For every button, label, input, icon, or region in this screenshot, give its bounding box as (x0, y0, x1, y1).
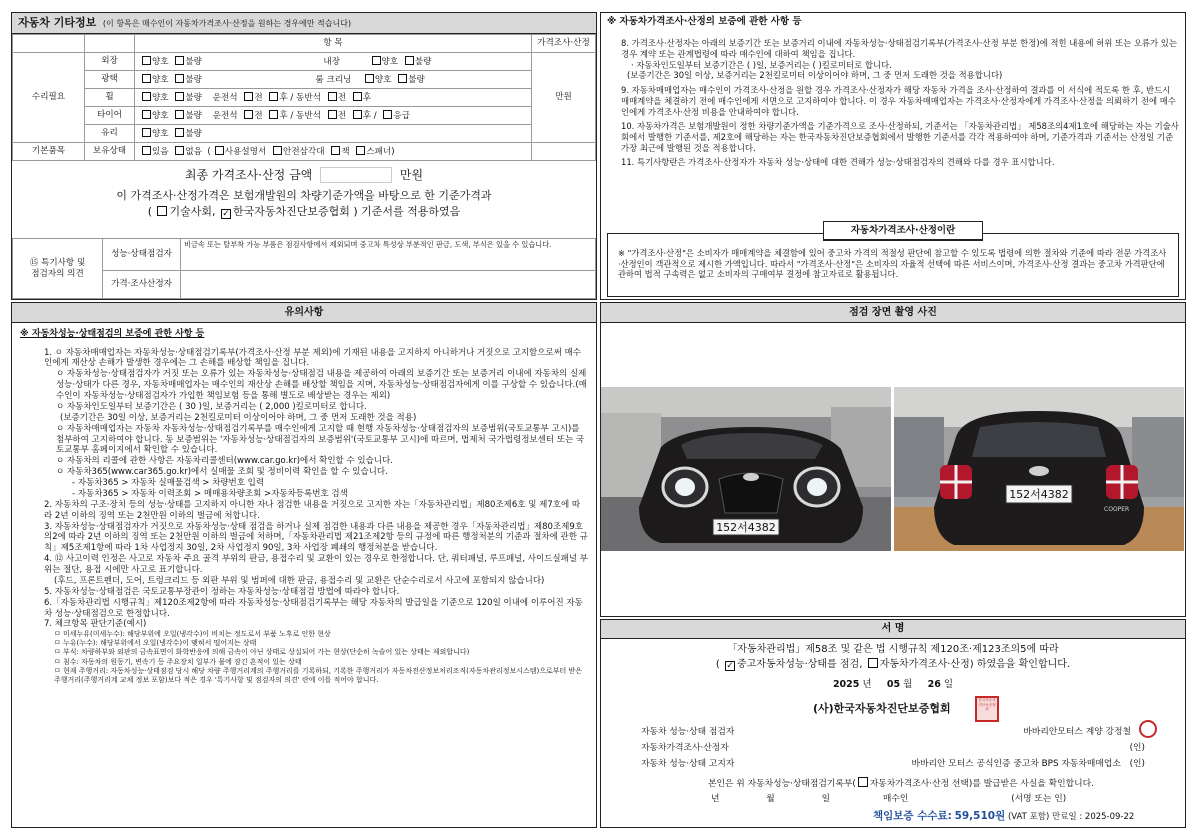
sig-row-appraiser-value: (인) (1129, 743, 1145, 754)
final-price-line (12, 167, 596, 183)
sig-row-notifier-value: 바바리안 모터스 공식인증 중고차 BPS 자동차매매업소 (911, 759, 1121, 770)
final-price-label: 최종 가격조사·산정 금액 (184, 168, 313, 182)
guarantee-item-8: 8. 가격조사·산정자는 아래의 보증기간 또는 보증거리 이내에 자동차성능·상태점검기록부(가격조사·산정 부분 한정)에 적힌 내용에 허위 또는 오류가 있는 경우 계약 또는 관계법령에 따라 매수인에 대하여 책임을 집니다. (621, 38, 1177, 59)
special-notes-table (12, 238, 596, 299)
guarantee-item-8a: · 자동차인도일부터 보증기간은 ( )일, 보증거리는 ( )킬로미터로 합니다. (631, 59, 892, 70)
checkbox[interactable] (142, 74, 151, 83)
checkbox[interactable] (353, 110, 362, 119)
front-car-photo (601, 387, 891, 551)
notice-p4: 4. ⑫ 사고이력 인정은 사고로 자동차 주요 골격 부위의 판금, 용접수리 및 교환이 있는 경우로 한정합니다. 단, 쿼터패널, 루프패널, 사이드실패널 부위는 절단, 용접 시에만 사고로 표기합니다. (44, 554, 588, 576)
perf-inspector-note: 비금속 또는 탈부착 가능 부품은 점검사항에서 제외되며 중고차 특성상 부분적인 판금, 도색, 부식은 있을 수 있습니다. (181, 239, 596, 271)
notice-p1i: - 자동차365 > 자동차 이력조회 > 매매용차량조회 >자동차등록번호 검색 (72, 488, 348, 499)
final-price-note: 이 가격조사·산정가격은 보험개발원의 차량기준가액을 바탕으로 한 기준가격과 (116, 189, 492, 203)
checkbox[interactable] (175, 92, 184, 101)
checkbox[interactable] (175, 56, 184, 65)
receipt-confirmation: 본인은 위 자동차성능·상태점검기록부( 자동차가격조사·산정 선택)를 발급받은 사실을 확인합니다. (708, 779, 1094, 789)
checkbox[interactable] (365, 74, 374, 83)
checkbox[interactable] (331, 146, 340, 155)
interior-label: 내장 (323, 56, 341, 67)
checkbox[interactable] (175, 146, 184, 155)
sig-row-inspector-label: 자동차 성능·상태 점검자 (641, 727, 735, 738)
notice-panel (11, 302, 597, 828)
front-plate-text: 152서4382 (716, 521, 776, 534)
expiry-date: 만료일 : 2025-09-22 (1052, 812, 1135, 822)
checkbox[interactable] (269, 92, 278, 101)
checkbox[interactable] (175, 128, 184, 137)
rear-plate-text: 152서4382 (1009, 488, 1069, 501)
exterior-row: 양호 불량 내장 양호 불량 (135, 53, 532, 71)
sig-row-notifier-label: 자동차 성능·상태 고지자 (641, 759, 735, 770)
guarantee-item-8b: (보증기간은 30일 이상, 보증거리는 2천킬로미터 이상이어야 하며, 그 중 먼저 도래한 것을 적용합니다) (627, 70, 1003, 81)
price-guarantee-panel (600, 12, 1186, 300)
final-price-unit: 만원 (399, 168, 424, 182)
checkbox[interactable] (868, 658, 878, 668)
basic-items-label: 기본품목 (13, 143, 85, 161)
vehicle-etc-title: 자동차 기타정보 (18, 16, 97, 29)
photo-header: 점검 장면 촬영 사진 (601, 303, 1185, 323)
inspector-signature-mark (1139, 720, 1157, 738)
wheel-row: 양호 불량 운전석 전 후 / 동반석 전 후 (135, 89, 532, 107)
notice-p1c: ㅇ 자동차인도일부터 보증기간은 ( 30 )일, 보증거리는 ( 2,000 )킬로미터로 합니다. (56, 401, 367, 412)
sig-row-inspector (633, 725, 1153, 741)
rear-car-photo (894, 387, 1184, 551)
checkbox-checked[interactable]: ✓ (726, 660, 734, 671)
notice-p4b: (후드, 프론트펜더, 도어, 트렁크리드 등 외판 부위 및 범퍼에 대한 판금, 용접수리 및 교환은 단순수리로서 사고에 포함되지 않습니다) (54, 575, 545, 586)
notice-p2: 2. 자동차의 구조·장치 등의 성능·상태를 고지하지 아니한 자나 점검한 내용을 거짓으로 고지한 자는「자동차관리법」제80조제6호 및 제7호에 따라 2년 이하의 징역 또는 2천만원 이하의 벌금에 처합니다. (44, 499, 581, 521)
fee-value: 59,510원 (954, 810, 1006, 822)
rear-badge-text: COOPER (1104, 506, 1130, 513)
notice-p1h: - 자동차365 > 자동차 실매물검색 > 차량번호 입력 (72, 478, 265, 489)
org-seal-stamp: 한국자동차진단보증협회 (975, 696, 999, 722)
gloss-label: 광택 (85, 71, 135, 89)
sig-row-notifier: 자동차 성능·상태 고지자 바바리안 모터스 공식인증 중고차 BPS 자동차매매업소 (인) (641, 759, 1145, 770)
checkbox[interactable] (353, 92, 362, 101)
signature-panel (600, 619, 1186, 828)
glass-label: 유리 (85, 125, 135, 143)
wheel-label: 휠 (85, 89, 135, 107)
notice-s2: ㅁ 누유(누수): 해당부위에서 오일(냉각수)이 맺혀서 떨어지는 상태 (54, 639, 257, 648)
final-price-block (12, 161, 596, 220)
fee-row: 책임보증 수수료: 59,510원 (VAT 포함) 만료일 : 2025-09-22 (873, 810, 1135, 822)
vehicle-etc-subtitle: (이 항목은 매수인이 자동차가격조사·산정을 원하는 경우에만 적습니다) (102, 19, 352, 28)
notice-p1b: ㅇ 자동차성능·상태점검자가 거짓 또는 오류가 있는 자동차성능·상태점검 내용을 제공하여 아래의 보증기간 또는 보증거리 이내에 자동차의 실제 성능·상태가 다른 경우, 자동차매매업자는 매수인의 재산상 손해를 배상할 책임을 지며, 자동차성능·상태점검자에게 이를 구상할 수 있습니다.(매수인이 자동차성능·상태점검자가 가입한 책임보험 등을 통해 별도로 배상받는 경우는 제외) (56, 369, 587, 402)
checkbox[interactable] (142, 128, 151, 137)
signature-header: 서 명 (601, 620, 1185, 639)
checkbox[interactable] (383, 110, 392, 119)
price-value: 만원 (532, 53, 596, 143)
checkbox[interactable] (244, 92, 253, 101)
checkbox[interactable] (244, 110, 253, 119)
notice-title: ※ 자동차성능·상태점검의 보증에 관한 사항 등 (20, 329, 205, 339)
standard-selection: ( 기술사회, ✓ 한국자동차진단보증협회 ) 기준서를 적용하였음 (147, 205, 461, 220)
vehicle-etc-header (12, 13, 596, 34)
price-definition-box (607, 233, 1179, 297)
tire-label: 타이어 (85, 107, 135, 125)
signature-selection: ( ✓ 중고자동차성능·상태를 점검, 자동차가격조사·산정) 하였음을 확인합니다. (715, 658, 1071, 671)
checkbox[interactable] (328, 92, 337, 101)
buyer-sign-row: 년 월 일 매수인 (서명 또는 인) (711, 794, 1067, 804)
notice-p1d: (보증기간은 30일 이상, 보증거리는 2천킬로미터 이상이어야 하며, 그 중 먼저 도래한 것을 적용) (60, 412, 417, 423)
final-price-input[interactable] (320, 167, 392, 183)
sig-row-appraiser-label: 자동차가격조사·산정자 (641, 743, 729, 754)
basic-items-row: 있음 없음 ( 사용설명서 안전삼각대 잭 스패너) (135, 143, 532, 161)
sig-row-appraiser (633, 741, 1153, 757)
sig-row-inspector-value: 바바리안모터스 계양 강정철 (1023, 727, 1131, 738)
notice-p1g: ㅇ 자동차365(www.car365.go.kr)에서 실매물 조회 및 정비이력 확인을 할 수 있습니다. (56, 467, 388, 478)
notice-p6: 6.「자동차관리법 시행규칙」제120조제2항에 따라 자동차성능·상태점검기록부는 해당 자동차의 발급일을 기준으로 120일 이내에 이루어진 자동차 성능·상태점검으로 한정합니다. (44, 597, 583, 619)
vehicle-etc-panel (11, 12, 597, 300)
perf-inspector-label: 성능·상태점검자 (103, 239, 181, 271)
col-item-header: 항 목 (135, 35, 532, 53)
checkbox[interactable] (273, 146, 282, 155)
signature-legal-line: 「자동차관리법」제58조 및 같은 법 시행규칙 제120조·제123조의5에 따라 (727, 644, 1059, 655)
price-definition-title: 자동차가격조사·산정이란 (823, 221, 983, 241)
checkbox[interactable] (175, 74, 184, 83)
checkbox[interactable] (175, 110, 184, 119)
notice-p3: 3. 자동차성능·상태점검자가 거짓으로 자동차성능·상태 점검을 하거나 실제 점검한 내용과 다른 내용을 제공한 경우「자동차관리법」제80조제9호의2에 따라 2년 이하의 징역 또는 2천만원 이하의 벌금에 처하며,「자동차관리법 제21조제2항 등의 규정에 따른 행정처분의 기준과 절차에 관한 규칙」제5조제1항에 따라 1차 사업정지 30일, 2차 사업정지 90일, 3차 사업장 폐쇄의 행정처분을 받습니다. (44, 521, 588, 554)
checkbox[interactable] (142, 56, 151, 65)
checkbox[interactable] (356, 146, 365, 155)
checkbox[interactable] (372, 56, 381, 65)
checkbox[interactable] (142, 146, 151, 155)
guarantee-item-9: 9. 자동차매매업자는 매수인이 가격조사·산정을 원할 경우 가격조사·산정자가 해당 자동차 가격을 조사·산정하여 결과를 이 서식에 적도록 한 후, 반드시 매매계약을 체결하기 전에 매수인에게 서면으로 고지하여야 합니다. 이 경우 자동차매매업자는 가격조사·산정자에게 가격조사·산정을 의뢰하기 전에 매수인에게 가격조사·산정 비용을 안내하여야 합니다. (621, 85, 1176, 117)
notice-s1: ㅁ 미세누유(미세누수): 해당부위에 오일(냉각수)이 비치는 정도로서 부품 노후로 인한 현상 (54, 630, 331, 639)
notice-s3: ㅁ 부식: 차량하부와 외판의 금속표면이 화학반응에 의해 금속이 아닌 상태로 상실되어 가는 현상(단순히 녹슬어 있는 상태는 제외합니다) (54, 648, 470, 657)
checkbox[interactable] (142, 92, 151, 101)
checkbox[interactable] (269, 110, 278, 119)
notice-p1f: ㅇ 자동차의 리콜에 관한 사항은 자동차리콜센터(www.car.go.kr)에서 확인할 수 있습니다. (56, 456, 393, 467)
checkbox[interactable] (328, 110, 337, 119)
guarantee-item-11: 11. 특기사항란은 가격조사·산정자가 자동차 성능·상태에 대한 견해가 성능·상태점검자의 견해와 다를 경우 표시합니다. (621, 156, 1055, 167)
guarantee-title: ※ 자동차가격조사·산정의 보증에 관한 사항 등 (607, 16, 802, 27)
checkbox[interactable] (215, 146, 224, 155)
checkbox[interactable] (142, 110, 151, 119)
gloss-row: 양호 불량 룸 크리닝 양호 불량 (135, 71, 532, 89)
repair-needed-label: 수리필요 (13, 53, 85, 143)
guarantee-item-10: 10. 자동차가격은 보험개발원이 정한 차량기준가액을 기준가격으로 조사·산정하되, 기준서는 「자동차관리법」 제58조의4제1호에 해당하는 자는 기술사회에서 발행한 기준서를, 제2호에 해당하는 자는 한국자동차진단보증협회에서 발행한 기준서를 각각 적용하여야 하며, 기준가격과 기준서는 산정일 기준 가장 최근에 발행된 것을 적용합니다. (621, 121, 1179, 153)
notice-s4: ㅁ 침수: 자동차의 원동기, 변속기 등 주요장치 일부가 물에 잠긴 흔적이 있는 상태 (54, 657, 302, 666)
price-inspector-label: 가격·조사산정자 (103, 271, 181, 299)
checkbox[interactable] (405, 56, 414, 65)
fee-label: 책임보증 수수료: (873, 810, 952, 822)
checkbox-checked[interactable]: ✓ (222, 209, 230, 220)
exterior-label: 외장 (85, 53, 135, 71)
notice-p1e: ㅇ 자동차매매업자는 자동차 자동차성능·상태점검기록부를 매수인에게 고지할 때 현행 자동차성능·상태점검자의 보증범위(국토교통부 고시)를 첨부하여 고지하여야 합니다. 동 보증범위는 '자동차성능·상태점검자의 보증범위'(국토교통부 고시)에 따르며, 법제처 국가법령정보센터 또는 국토교통부 홈페이지에서 확인할 수 있습니다. (56, 423, 585, 456)
checkbox[interactable] (858, 777, 868, 787)
checkbox[interactable] (398, 74, 407, 83)
signature-date: 2025 년 05 월 26 일 (832, 678, 954, 690)
tire-row: 양호 불량 운전석 전 후 / 동반석 전 후 / 응급 (135, 107, 532, 125)
notice-header: 유의사항 (12, 303, 596, 323)
col-price-header: 가격조사·산정 (532, 35, 596, 53)
notice-p5: 5. 자동차성능·상태점검은 국토교통부장관이 정하는 자동차성능·상태점검 방법에 따라야 합니다. (44, 586, 400, 597)
vehicle-etc-table (12, 34, 596, 161)
notice-p1: 1. ㅇ 자동차매매업자는 자동차성능·상태점검기록부(가격조사·산정 부분 제외)에 기재된 내용을 고지하지 아니하거나 거짓으로 고지함으로써 매수인에게 재산상 손해가 발생한 경우에는 그 손해를 배상할 책임을 집니다. (44, 347, 582, 369)
room-clean-label: 룸 크리닝 (315, 74, 352, 85)
price-definition-text: ※ "가격조사·산정"은 소비자가 매매계약을 체결함에 있어 중고차 가격의 적절성 판단에 참고할 수 있도록 법령에 의한 절차와 기준에 따라 전문 가격조사·산정인이 객관적으로 제시한 가액입니다. 따라서 "가격조사·산정"은 소비자의 자율적 선택에 따른 서비스이며, 가격조사·산정 결과는 중고차 가격판단에 관하여 법적 구속력은 없고 소비자의 구매여부 결정에 참고자료로 활용됩니다. (618, 248, 1167, 280)
notice-p7: 7. 체크항목 판단기준(예시) (44, 619, 147, 630)
owned-status-label: 보유상태 (85, 143, 135, 161)
signature-org: (사)한국자동차진단보증협회 (813, 702, 951, 715)
checkbox[interactable] (157, 206, 167, 216)
glass-row: 양호 불량 (135, 125, 532, 143)
notice-s5: ㅁ 현재 주행거리: 자동차성능·상태점검 당시 해당 차량 주행거리계의 주행거리를 기록하되, 기록한 주행거리가 자동차전산정보처리조직(자동차관리정보시스템)으로부터 받은 주행거리(주행거리계 교체 정보 포함)보다 적은 경우 '특기사항 및 점검자의 의견' 란에 이를 적어야 합니다. (54, 666, 583, 684)
special-notes-label: ⑮ 특기사항 및 점검자의 의견 (13, 239, 103, 299)
